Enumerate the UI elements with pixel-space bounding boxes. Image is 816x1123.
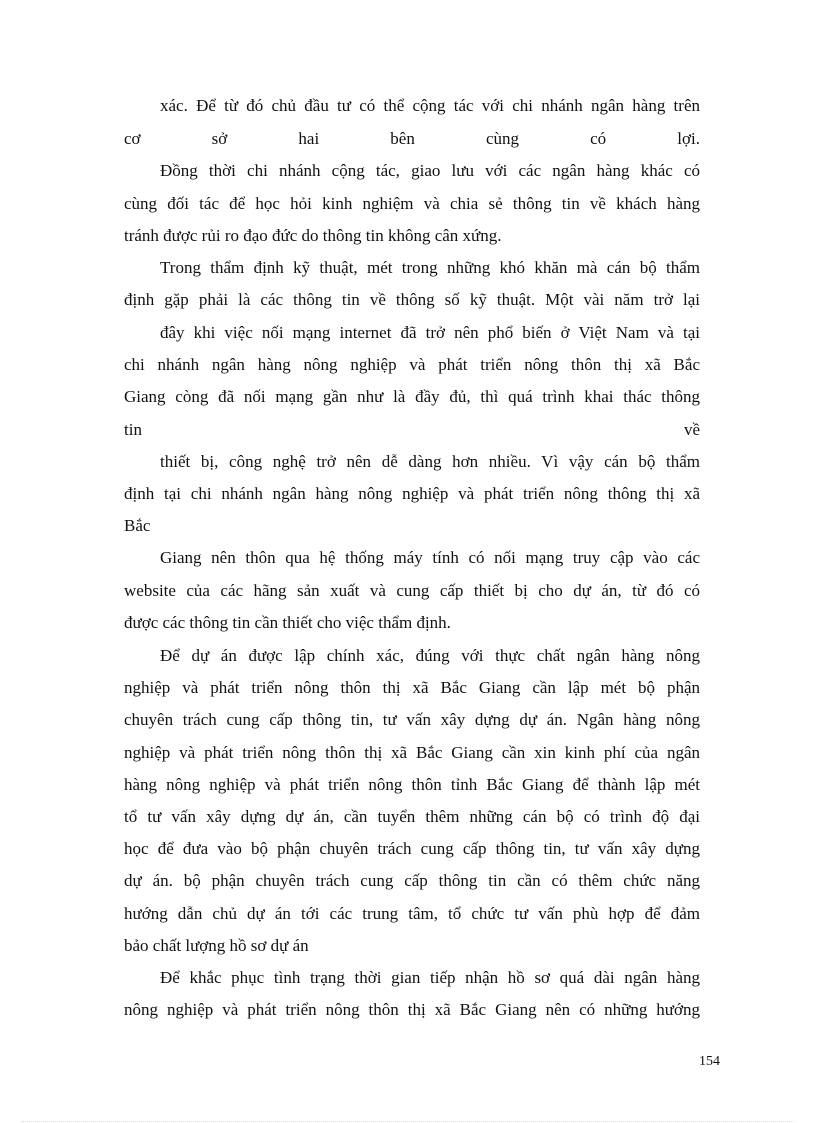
text-line: Giang nên thôn qua hệ thống máy tính có nối mạng truy cập vào các xyxy=(160,548,700,567)
text-line: Để khắc phục tình trạng thời gian tiếp nhận hồ sơ quá dài ngân hàng xyxy=(160,968,700,987)
text-line: xác. Để từ đó chủ đầu tư có thể cộng tác với chi nhánh ngân hàng trên xyxy=(160,96,700,115)
text-line: Trong thẩm định kỹ thuật, mét trong những khó khăn mà cán bộ thẩm xyxy=(160,258,700,277)
text-line: nghiệp và phát triển nông thôn thị xã Bắc Giang cần xin kinh phí của ngân xyxy=(124,743,700,762)
text-line: Bắc xyxy=(124,516,151,535)
text-line: Đồng thời chi nhánh cộng tác, giao lưu với các ngân hàng khác có xyxy=(160,161,700,180)
text-line: dự án. bộ phận chuyên trách cung cấp thông tin cần có thêm chức năng xyxy=(124,871,700,890)
text-line: Để dự án được lập chính xác, đúng với thực chất ngân hàng nông xyxy=(160,646,700,665)
text-line: chi nhánh ngân hàng nông nghiệp và phát triển nông thôn thị xã Bắc xyxy=(124,355,700,374)
footer-dotted-rule xyxy=(22,1121,794,1122)
text-line: bảo chất lượng hồ sơ dự án xyxy=(124,936,309,955)
text-line: tin về xyxy=(124,420,700,439)
text-line: cơ sở hai bên cùng có lợi. xyxy=(124,129,700,148)
text-line: website của các hãng sản xuất và cung cấp thiết bị cho dự án, từ đó có xyxy=(124,581,700,600)
text-line: tránh được rủi ro đạo đức do thông tin không cân xứng. xyxy=(124,226,502,245)
text-line: định tại chi nhánh ngân hàng nông nghiệp và phát triển nông thông thị xã xyxy=(124,484,700,503)
text-line: Giang còng đã nối mạng gần như là đầy đủ, thì quá trình khai thác thông xyxy=(124,387,700,406)
text-line: hướng dẫn chủ dự án tới các trung tâm, tổ chức tư vấn phù hợp để đảm xyxy=(124,904,700,923)
text-line: tổ tư vấn xây dựng dự án, cần tuyển thêm những cán bộ có trình độ đại xyxy=(124,807,700,826)
text-line: thiết bị, công nghệ trở nên dễ dàng hơn nhiều. Vì vậy cán bộ thẩm xyxy=(160,452,700,471)
text-line: học để đưa vào bộ phận chuyên trách cung cấp thông tin, tư vấn xây dựng xyxy=(124,839,700,858)
text-line: hàng nông nghiệp và phát triển nông thôn tỉnh Bắc Giang để thành lập mét xyxy=(124,775,700,794)
text-line: định gặp phải là các thông tin về thông số kỹ thuật. Một vài năm trở lại xyxy=(124,290,700,309)
text-line: nghiệp và phát triển nông thôn thị xã Bắc Giang cần lập mét bộ phận xyxy=(124,678,700,697)
text-line: chuyên trách cung cấp thông tin, tư vấn xây dựng dự án. Ngân hàng nông xyxy=(124,710,700,729)
text-line: đây khi việc nối mạng internet đã trở nên phổ biến ở Việt Nam và tại xyxy=(160,323,700,342)
text-line: được các thông tin cần thiết cho việc thẩm định. xyxy=(124,613,451,632)
text-line: nông nghiệp và phát triển nông thôn thị xã Bắc Giang nên có những hướng xyxy=(124,1000,700,1019)
page-number: 154 xyxy=(699,1054,720,1069)
text-line: cùng đối tác để học hỏi kinh nghiệm và chia sẻ thông tin về khách hàng xyxy=(124,194,700,213)
